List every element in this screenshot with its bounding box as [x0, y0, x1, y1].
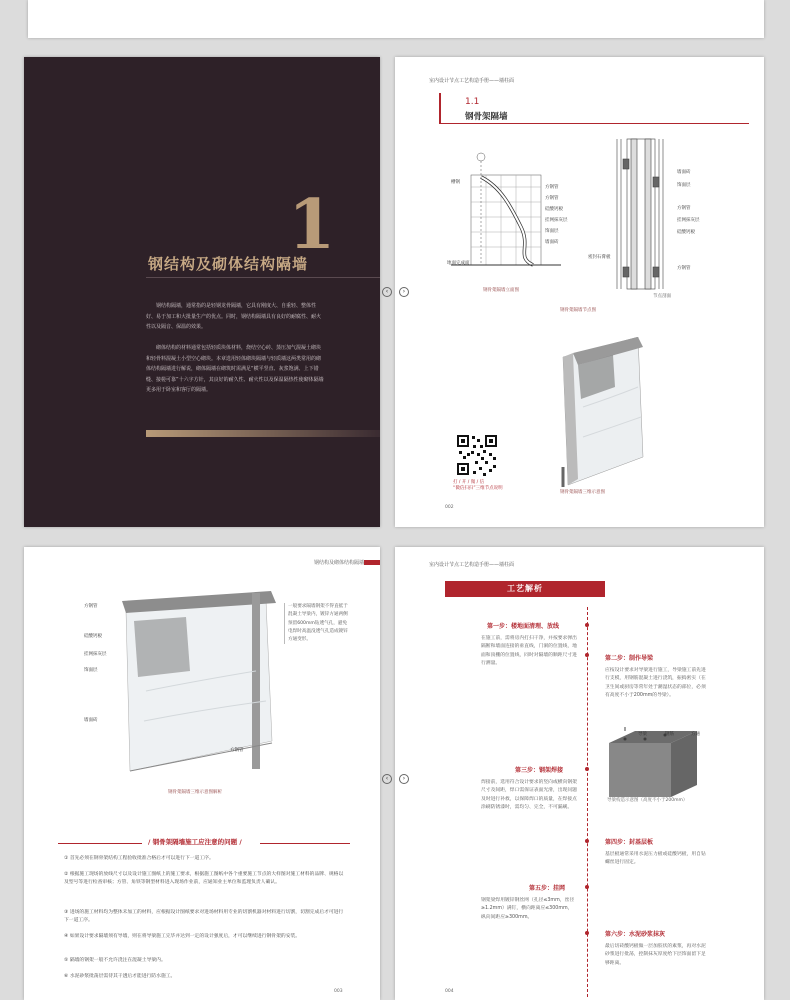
- sect-label-6: 方钢管: [677, 266, 691, 271]
- notes-title: / 钢骨架隔墙施工应注意的问题 /: [148, 838, 242, 846]
- sect-label-5: 硅酸钙板: [677, 230, 695, 235]
- note-2: ② 根据施工现场的放线尺寸以及设计施工图纸上的施工要求，根据施工图纸中各个重要施工节点的大样图对施工材料的品牌、规格以及型号等进行检查审核；方管、角铁等钢型材料进入现场作业前，应通知业主单位和监理负责人确认。: [64, 872, 344, 886]
- intro-paragraph-2: 砌体结构的材料通常包括轻质块体材料，烧结空心砖、蒸压加气混凝土砌块和轻骨料混凝土小型空心砌块。本章选用轻体砌块隔墙与轻质墙这两类常用的砌体结构隔墙进行解说，砌体隔墙在砌筑时需满足“横平竖直、灰浆饱满、上下错缝、接槎可靠”十六字方针，其良好的耐久性、耐火性以及保温隔热性使砌体隔墙更多用于卧室和客厅的隔墙。: [146, 345, 324, 393]
- step-1-title: 第一步：楼地面清理、放线: [487, 623, 560, 630]
- step-2-title: 第二步：制作导梁: [605, 655, 654, 662]
- notes-rule-left: [58, 843, 142, 844]
- fig-label-6: 方钢管: [230, 748, 244, 753]
- page-002: [395, 57, 764, 527]
- beam-label-2: 钢筋: [665, 732, 674, 737]
- beam-illustration: [605, 727, 699, 807]
- notes-rule-right: [260, 843, 350, 844]
- page-number-004: 004: [445, 989, 454, 994]
- qr-code[interactable]: [455, 433, 499, 477]
- beam-label-1: 导梁: [638, 732, 647, 737]
- page-number-002: 002: [445, 505, 454, 510]
- sect-label-2: 饰面层: [677, 183, 691, 188]
- chapter-number: 1: [288, 185, 336, 265]
- step-4-body: 基层板通常采用水泥压力板或硅酸钙板，用自钻螺丝进行固定。: [605, 852, 706, 866]
- fig-label-3: 挂网抹灰层: [84, 652, 107, 657]
- fig-label-1: 方钢管: [84, 604, 98, 609]
- section-title: 钢骨架隔墙: [465, 112, 508, 122]
- running-header: 室内设计节点工艺构造手册——墙柱面: [429, 78, 515, 84]
- timeline-dot-5: [585, 885, 589, 889]
- elevation-drawing: [441, 147, 571, 277]
- step-6-body: 最后切砖酸钙板做一层加胶状的素浆，再对水泥砂浆进行批荡，控制抹灰厚度给下层饰面留下足够距离。: [605, 944, 706, 966]
- section-marker-bar: [439, 93, 441, 123]
- note-1: ① 首先必须在钢骨架结构工程验收批准合格后才可以进行下一道工序。: [64, 856, 214, 861]
- step-5-title: 第五步：挂网: [529, 885, 566, 892]
- timeline-dot-1: [585, 623, 589, 627]
- left-header-bar: [364, 560, 380, 565]
- step-2-body: 应按设计要求对导梁进行施工，导梁施工前先进行支模，用钢筋混凝土进行浇筑，振捣密实（在卫生间或厨房等常年处于潮湿状态的部位，必须有高度不小于200mm的导梁）。: [605, 668, 706, 699]
- intro-paragraph-1: 钢结构隔墙，通常指的是轻钢龙骨隔墙，它具有刚度大、自重轻、整体性好、易于加工和大批量生产的优点。同时，钢结构隔墙具有良好的耐腐性、耐火性以及隔音、保温的效果。: [146, 303, 322, 330]
- section-caption: 节点剖面: [653, 294, 671, 299]
- callout-box: 一般要求隔墙钢架不得直抵于混凝土导梁内，镀锌方通两侧预留600mm钻透气孔，避免电焊时高温没透气孔造成镀锌方通变形。: [284, 603, 348, 644]
- prev-page-arrow-1[interactable]: ‹: [382, 287, 392, 297]
- elev-label-floor: 地面完成面: [447, 261, 470, 266]
- 3d-caption: 钢骨架隔墙三维示意图: [560, 490, 605, 495]
- step-3-body: 焊接前，选用符合设计要求的竖向或横向钢架尺寸及间距，焊口需保证表面光滑，出现问题及时进行补救，以保障焊口的质量，在焊接点涂刷防锈漆时，需均匀、完全，不可漏刷。: [481, 780, 577, 811]
- elev-label-steel: 槽钢: [451, 180, 460, 185]
- section-rule: [439, 123, 749, 124]
- fig-label-5: 墙面砖: [84, 718, 98, 723]
- timeline-line: [587, 607, 588, 997]
- beam-caption: 导梁构造示意图（高度不小于200mm）: [607, 798, 688, 803]
- elev-label-5: 饰面层: [545, 229, 559, 234]
- timeline-dot-4: [585, 839, 589, 843]
- elev-label-2: 方钢管: [545, 196, 559, 201]
- process-title-box: [445, 581, 605, 597]
- node-caption: 钢骨架隔墙节点图: [560, 308, 596, 313]
- fig-label-2: 硅酸钙板: [84, 634, 102, 639]
- gold-gradient-bar: [146, 430, 380, 437]
- sect-label-4: 挂网抹灰层: [677, 218, 700, 223]
- elev-label-1: 方钢管: [545, 185, 559, 190]
- page-number-003: 003: [334, 989, 343, 994]
- fig-label-4: 饰面层: [84, 668, 98, 673]
- process-title: 工艺解析: [507, 584, 543, 593]
- chapter-title-rule: [146, 277, 380, 278]
- next-page-arrow-1[interactable]: ›: [399, 287, 409, 297]
- timeline-dot-3: [585, 767, 589, 771]
- step-4-title: 第四步：封基层板: [605, 839, 654, 846]
- sect-label-1: 墙面砖: [677, 170, 691, 175]
- elev-label-4: 挂网抹灰层: [545, 218, 568, 223]
- step-3-title: 第三步：钢架焊接: [515, 767, 564, 774]
- right-running-header-2: 室内设计节点工艺构造手册——墙柱面: [429, 562, 515, 568]
- timeline-dot-6: [585, 931, 589, 935]
- page-003: [24, 547, 380, 1000]
- analysis-caption: 钢骨架隔墙三维示意图解析: [168, 790, 222, 795]
- 3d-wall-illustration: [543, 337, 683, 487]
- note-3: ③ 进场的施工材料均为整体未加工的材料，应根据设计图纸要求对进场材料用专业的切割机器对材料进行切割，切割完成后才可进行下一道工序。: [64, 910, 344, 924]
- section-number: 1.1: [465, 97, 480, 107]
- note-4: ④ 如果设计要求隔墙须有导墙，则在将导梁施工完毕并达到一定的设计强度后，才可以继续进行钢骨架的安装。: [64, 934, 301, 939]
- note-5: ⑤ 隔墙的钢架一般不允许浇注在混凝土导梁内。: [64, 958, 166, 963]
- timeline-dot-2: [585, 653, 589, 657]
- chapter-title: 钢结构及砌体结构隔墙: [148, 255, 309, 273]
- step-6-title: 第六步：水泥砂浆抹灰: [605, 931, 666, 938]
- qr-caption: 打 / 开 / 微 / 信 “微信扫扫”三维节点说明: [453, 480, 503, 491]
- left-running-header: 钢结构及砌体结构隔墙: [314, 560, 365, 566]
- next-page-arrow-2[interactable]: ›: [399, 774, 409, 784]
- step-1-body: 在施工前，需将房内打扫干净，并按要求弹出隔断和墙面连接的垂直线，门洞的位置线，地面和顶棚的位置线，同时对隔墙的顺距尺寸进行测量。: [481, 636, 577, 667]
- sect-label-3: 方钢管: [677, 206, 691, 211]
- elev-label-3: 硅酸钙板: [545, 207, 563, 212]
- elev-label-6: 墙面砖: [545, 240, 559, 245]
- prev-page-arrow-2[interactable]: ‹: [382, 774, 392, 784]
- page-004: [395, 547, 764, 1000]
- step-5-body: 钢架梁焊用镀锌钢丝网（孔径≤3mm，丝径≥1.2mm）满钉，横向距离应≤300mm，纵向间距应≥300mm。: [481, 898, 575, 920]
- chapter-page: [24, 57, 380, 527]
- 3d-analysis-illustration: [116, 591, 286, 781]
- elevation-caption: 钢骨架隔墙立面图: [483, 288, 519, 293]
- note-6: ⑥ 水泥砂浆批荡层需待其干透后才能进行防水施工。: [64, 974, 176, 979]
- elev-label-gypsum: 密封石膏板: [588, 255, 611, 260]
- section-drawing: [609, 137, 669, 297]
- beam-label-3: 方通: [691, 732, 700, 737]
- top-page-strip: [28, 0, 764, 38]
